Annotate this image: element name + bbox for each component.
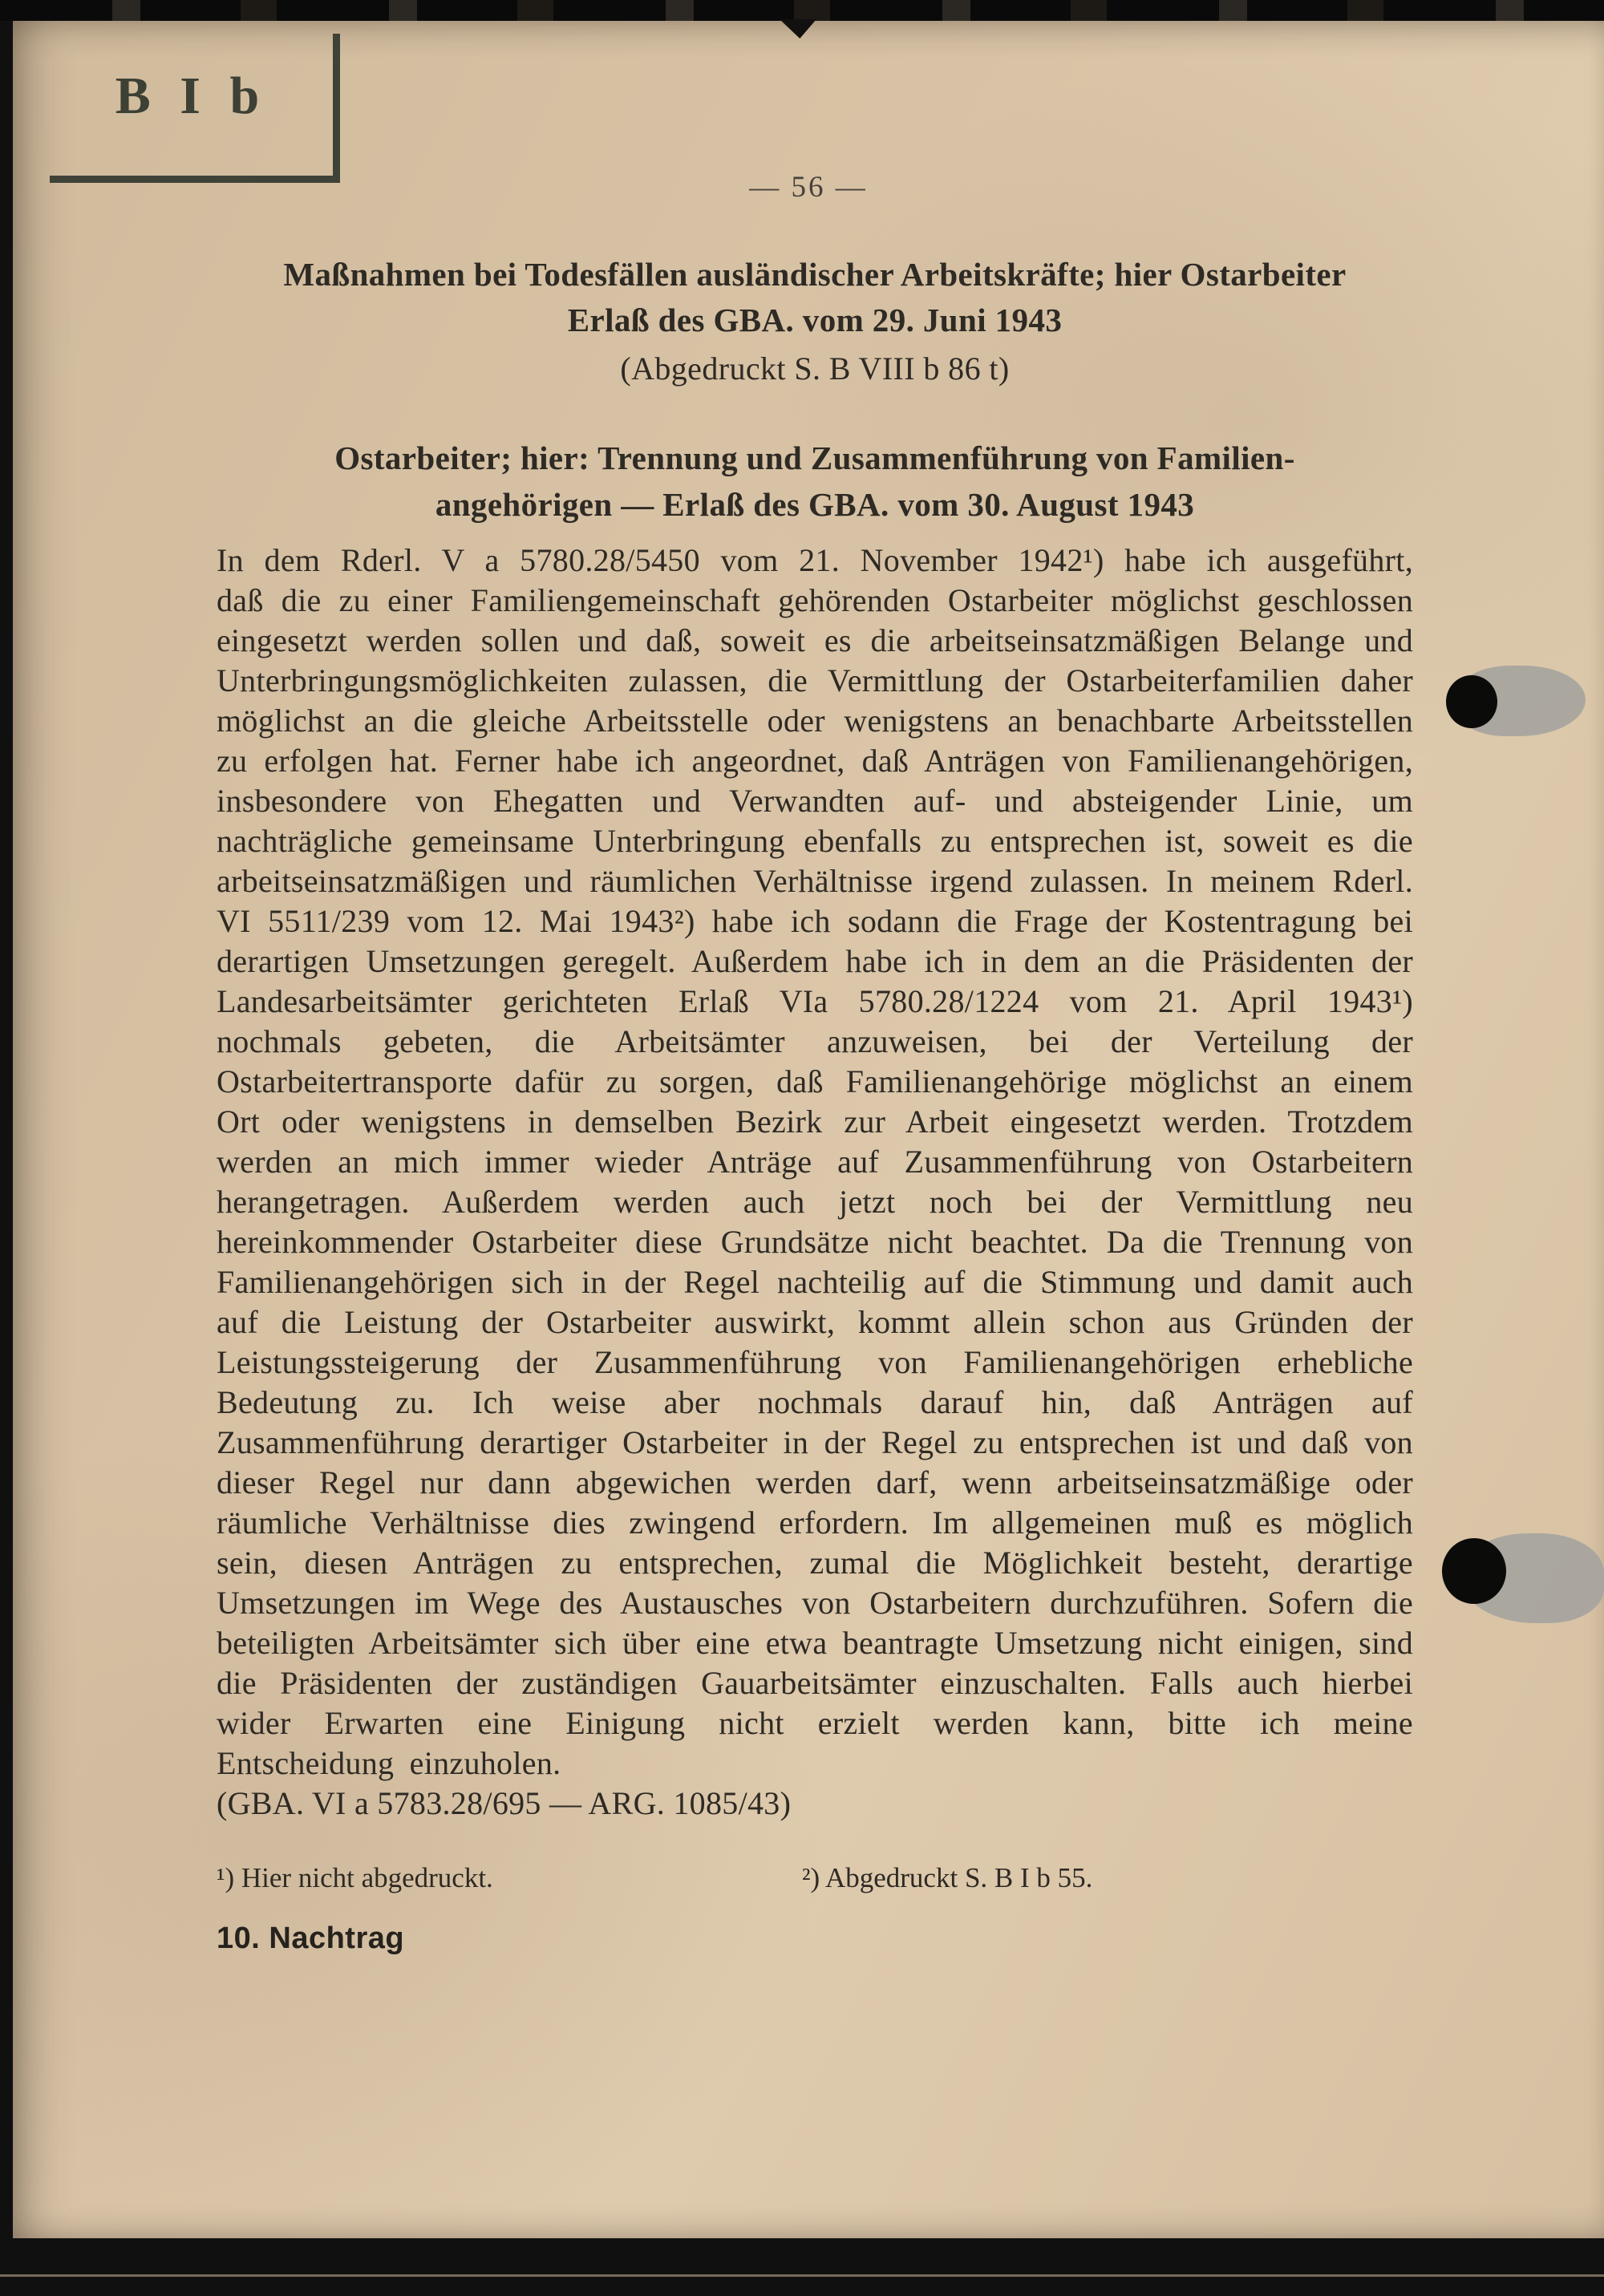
hole-punch-hole <box>1442 1538 1506 1604</box>
subtitle-line-2: angehörigen — Erlaß des GBA. vom 30. August 1943 <box>435 486 1195 523</box>
footnote-2: ²) Abgedruckt S. B I b 55. <box>802 1862 1093 1893</box>
section-label-box <box>50 34 340 183</box>
title-line-3: (Abgedruckt S. B VIII b 86 t) <box>620 350 1010 387</box>
reference-line: (GBA. VI a 5783.28/695 — ARG. 1085/43) <box>217 1785 792 1821</box>
document-title <box>217 252 1413 391</box>
title-line-2: Erlaß des GBA. vom 29. Juni 1943 <box>567 302 1063 338</box>
footnote-1: ¹) Hier nicht abgedruckt. <box>217 1862 493 1893</box>
page-content <box>217 252 1413 1956</box>
footnotes-row <box>217 1862 1413 1897</box>
scanned-page <box>13 21 1604 2238</box>
title-line-1: Maßnahmen bei Todesfällen ausländischer Arbeitskräfte; hier Ostarbeiter <box>283 256 1347 293</box>
page-number: — 56 — <box>749 171 868 204</box>
section-label: B I b <box>115 67 268 125</box>
body-paragraph: In dem Rderl. V a 5780.28/5450 vom 21. November 1942¹) habe ich ausgeführt, daß die zu einer Familiengemeinschaft gehörenden Ostarbeiter möglichst geschlossen eingesetzt werden sollen und daß, soweit es die arbeitseinsatzmäßigen Belange und Unterbringungsmöglichkeiten zulassen, die Vermittlung der Ostarbeiterfamilien daher möglichst an die gleiche Arbeitsstelle oder wenigstens an benachbarte Arbeitsstellen zu erfolgen hat. Ferner habe ich angeordnet, daß Anträgen von Familienangehörigen, insbesondere von Ehegatten und Verwandten auf- und absteigender Linie, um nachträgliche gemeinsame Unterbringung ebenfalls zu entsprechen ist, soweit es die arbeitseinsatzmäßigen und räumlichen Verhältnisse irgend zulassen. In meinem Rderl. VI 5511/239 vom 12. Mai 1943²) habe ich sodann die Frage der Kostentragung bei derartigen Umsetzungen geregelt. Außerdem habe ich in dem an die Präsidenten der Landesarbeitsämter gerichteten Erlaß VIa 5780.28/1224 vom 21. April 1943¹) nochmals gebeten, die Arbeitsämter anzuweisen, bei der Verteilung der Ostarbeitertransporte dafür zu sorgen, daß Familienangehörige möglichst an einem Ort oder wenigstens in demselben Bezirk zur Arbeit eingesetzt werden. Trotzdem werden an mich immer wieder Anträge auf Zusammenführung von Ostarbeitern herangetragen. Außerdem werden auch jetzt noch bei der Vermittlung neu hereinkommender Ostarbeiter diese Grundsätze nicht beachtet. Da die Trennung von Familienangehörigen sich in der Regel nachteilig auf die Stimmung und damit auch auf die Leistung der Ostarbeiter auswirkt, kommt allein schon aus Gründen der Leistungssteigerung der Zusammenführung von Familienangehörigen erhebliche Bedeutung zu. Ich weise aber nochmals darauf hin, daß Anträgen auf Zusammenführung derartiger Ostarbeiter in der Regel zu entsprechen ist und daß von dieser Regel nur dann abgewichen werden darf, wenn arbeitseinsatzmäßige oder räumliche Verhältnisse dies zwingend erfordern. Im allgemeinen muß es möglich sein, diesen Anträgen zu entsprechen, zumal die Möglichkeit besteht, derartige Umsetzungen im Wege des Austausches von Ostarbeitern durchzuführen. Sofern die beteiligten Arbeitsämter sich über eine etwa beantragte Umsetzung nicht einigen, sind die Präsidenten der zuständigen Gauarbeitsämter einzuschalten. Falls auch hierbei wider Erwarten eine Einigung nicht erzielt werden kann, bitte ich meine Entscheidung einzuholen. <box>217 542 1413 1781</box>
hole-punch-hole <box>1446 675 1497 728</box>
supplement-label: 10. Nachtrag <box>217 1921 405 1955</box>
scan-edge-bottom-line <box>0 2274 1604 2277</box>
decree-subtitle <box>217 435 1413 528</box>
hole-punch-top <box>1440 664 1604 744</box>
scan-edge-top <box>0 0 1604 21</box>
subtitle-line-1: Ostarbeiter; hier: Trennung und Zusammenführung von Familien- <box>334 439 1295 476</box>
hole-punch-bottom <box>1434 1522 1604 1630</box>
